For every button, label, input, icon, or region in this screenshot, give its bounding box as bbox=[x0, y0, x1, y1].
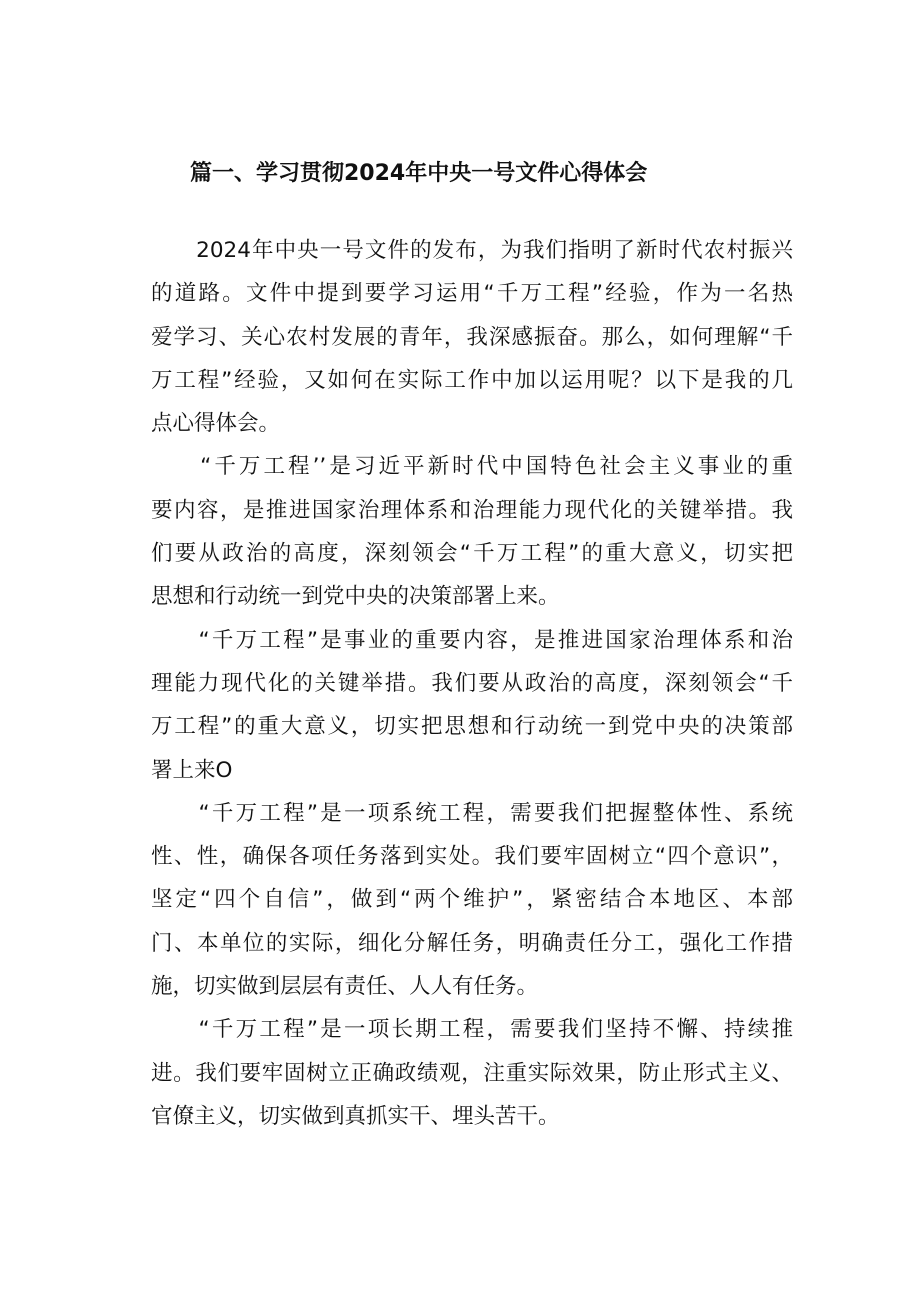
text-line: 进。我们要牢固树立正确政绩观，注重实际效果，防止形式主义、 bbox=[151, 1060, 793, 1086]
text-line: 的道路。文件中提到要学习运用“千万工程”经验，作为一名热 bbox=[151, 281, 793, 307]
paragraph bbox=[151, 229, 793, 445]
paragraph bbox=[151, 792, 793, 1008]
text-line: 坚定“四个自信”，做到“两个维护”，紧密结合本地区、本部 bbox=[151, 887, 793, 913]
text-line: “千万工程”是一项系统工程，需要我们把握整体性、系统 bbox=[151, 800, 793, 826]
text-line: 2024年中央一号文件的发布，为我们指明了新时代农村振兴 bbox=[151, 238, 793, 263]
text-line: 施，切实做到层层有责任、人人有任务。 bbox=[151, 974, 539, 1000]
paragraph bbox=[151, 445, 793, 618]
text-line: 理能力现代化的关键举措。我们要从政治的高度，深刻领会“千 bbox=[151, 670, 793, 696]
document-body bbox=[151, 229, 793, 1138]
text-line: 点心得体会。 bbox=[151, 411, 281, 437]
text-line: 思想和行动统一到党中央的决策部署上来。 bbox=[151, 584, 560, 610]
document-title: 篇一、学习贯彻2024年中央一号文件心得体会 bbox=[190, 161, 648, 186]
text-line: 爱学习、关心农村发展的青年，我深感振奋。那么，如何理解“千 bbox=[151, 324, 793, 350]
paragraph bbox=[151, 1008, 793, 1138]
text-line: 们要从政治的高度，深刻领会“千万工程”的重大意义，切实把 bbox=[151, 541, 793, 567]
text-line: 署上来O bbox=[151, 757, 233, 783]
text-line: 性、性，确保各项任务落到实处。我们要牢固树立“四个意识”， bbox=[151, 844, 793, 870]
text-line: “千万工程’’是习近平新时代中国特色社会主义事业的重 bbox=[151, 454, 793, 480]
paragraph bbox=[151, 619, 793, 792]
text-line: 官僚主义，切实做到真抓实干、埋头苦干。 bbox=[151, 1103, 560, 1129]
text-line: 万工程”经验，又如何在实际工作中加以运用呢？以下是我的几 bbox=[151, 367, 793, 393]
text-line: “千万工程”是事业的重要内容，是推进国家治理体系和治 bbox=[151, 627, 793, 653]
text-line: 门、本单位的实际，细化分解任务，明确责任分工，强化工作措 bbox=[151, 930, 793, 956]
text-line: “千万工程”是一项长期工程，需要我们坚持不懈、持续推 bbox=[151, 1017, 793, 1043]
text-line: 要内容，是推进国家治理体系和治理能力现代化的关键举措。我 bbox=[151, 497, 793, 523]
text-line: 万工程”的重大意义，切实把思想和行动统一到党中央的决策部 bbox=[151, 714, 793, 740]
